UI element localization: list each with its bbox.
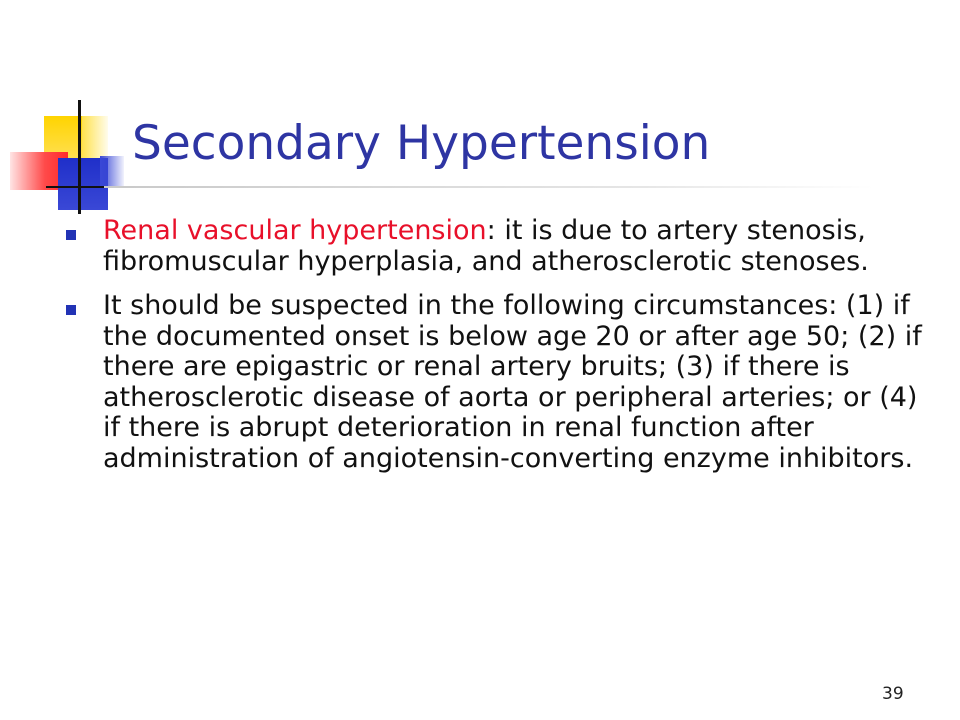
page-number: 39 — [882, 684, 904, 704]
square-bullet-icon — [66, 230, 76, 240]
bullet-item — [66, 216, 926, 277]
bullet-highlight: Renal vascular hypertension — [103, 215, 487, 246]
bullet-text: It should be suspected in the following circumstances: (1) if the documented onset is below age 20 or after age 50; (2) if there are epigastric or renal artery bruits; (3) if there is atherosclerotic disease of aorta or peripheral arteries; or (4) if there is abrupt deterioration in renal function after administration of angiotensin-converting enzyme inhibitors. — [103, 290, 922, 474]
square-bullet-icon — [66, 305, 76, 315]
bullet-text: : it is due to artery stenosis, fibromuscular hyperplasia, and atherosclerotic stenoses. — [103, 215, 869, 277]
title-divider — [104, 186, 874, 188]
bullet-item — [66, 291, 926, 474]
colored-blocks-logo-icon — [0, 0, 140, 230]
slide-title: Secondary Hypertension — [132, 116, 711, 171]
bullet-list — [66, 216, 926, 488]
